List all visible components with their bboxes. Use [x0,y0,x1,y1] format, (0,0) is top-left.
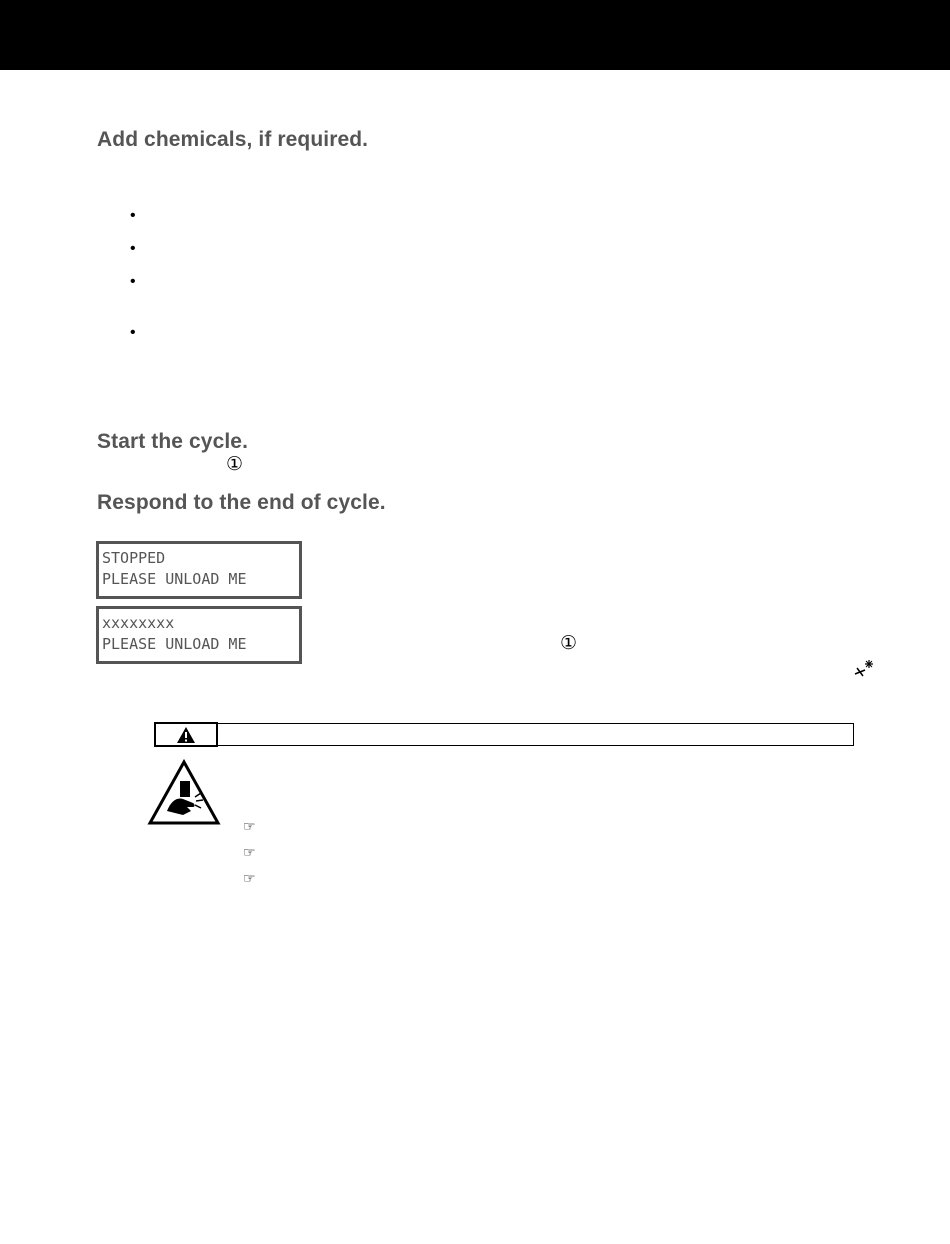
hand-crush-hazard-icon [147,759,221,826]
heading-add-chemicals: Add chemicals, if required. [97,128,369,151]
pointing-hand-icon: ☞ [243,819,256,835]
lcd-line-2: PLEASE UNLOAD ME [102,635,247,653]
bullet-3: • [130,273,136,290]
top-black-band [0,0,950,70]
lcd-line-2: PLEASE UNLOAD ME [102,570,247,588]
bullet-2: • [130,240,136,257]
sparkle-cross-icon [853,658,877,678]
lcd-line-1: xxxxxxxx [102,614,175,632]
circled-one-marker: ① [560,632,578,654]
pointing-hand-icon: ☞ [243,845,256,861]
heading-respond-end-cycle: Respond to the end of cycle. [97,491,386,514]
warning-label-box [154,722,218,747]
bullet-4: • [130,324,136,341]
heading-start-cycle: Start the cycle. [97,430,248,453]
lcd-line-1: STOPPED [102,549,166,567]
lcd-display-stopped [96,541,302,599]
warning-header-bar [154,723,854,746]
warning-triangle-icon [176,726,196,744]
circled-one-marker: ① [226,453,244,475]
pointing-hand-icon: ☞ [243,871,256,887]
bullet-1: • [130,207,136,224]
lcd-display-unload [96,606,302,664]
